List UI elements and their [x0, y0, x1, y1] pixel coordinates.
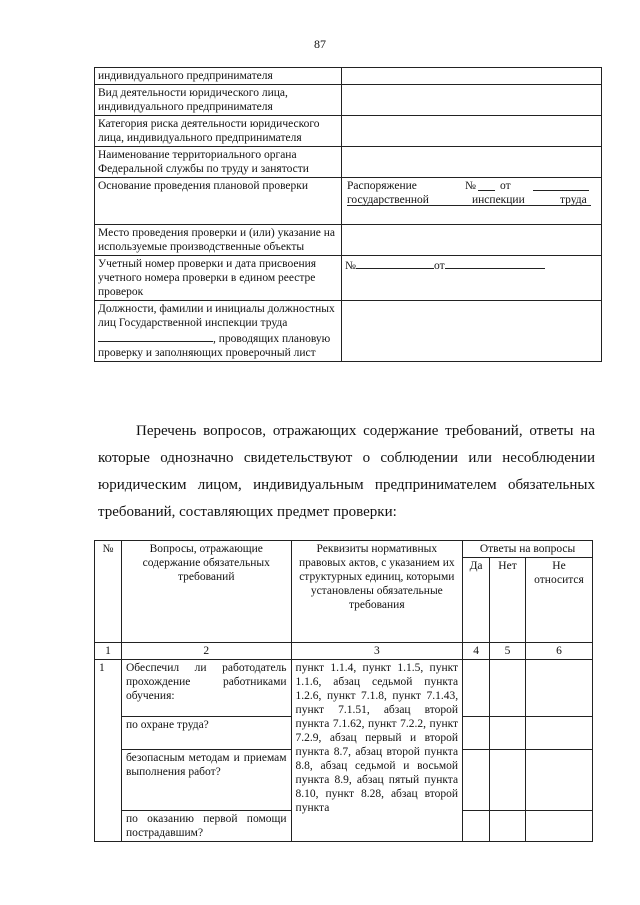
info-row: [95, 85, 602, 116]
intro-paragraph: Перечень вопросов, отражающих содержание требований, ответы на которые однозначно свидетельствуют о соблюдении или несоблюдении юридическим лицом, индивидуальным предпринимателем обязательных требований, составляющих предмет проверки:: [98, 423, 595, 520]
col-number: 4: [463, 643, 490, 660]
question-cell: Обеспечил ли работодатель прохождение работниками обучения:: [121, 660, 291, 717]
info-label: Вид деятельности юридического лица, индивидуального предпринимателя: [95, 85, 342, 116]
page-number: 87: [314, 37, 326, 51]
info-label: индивидуального предпринимателя: [95, 68, 342, 85]
info-value: [342, 147, 602, 178]
column-number-row: [95, 643, 593, 660]
info-value: [342, 85, 602, 116]
basis-word-state: государственной: [347, 194, 429, 206]
basis-word-inspection: инспекции: [472, 194, 525, 206]
col-number: 5: [490, 643, 526, 660]
info-row-place: [95, 225, 602, 256]
answer-na-cell: [526, 660, 593, 717]
info-label: Наименование территориального органа Федеральной службы по труду и занятости: [95, 147, 342, 178]
account-value: [342, 256, 602, 301]
inspection-info-table: [94, 67, 602, 362]
answer-yes-cell: [463, 717, 490, 750]
account-num-sign: №: [345, 260, 356, 272]
question-cell: безопасным методам и приемам выполнения работ?: [121, 750, 291, 811]
info-label: Учетный номер проверки и дата присвоения учетного номера проверки в едином реестре проверок: [95, 256, 342, 301]
question-cell: по оказанию первой помощи пострадавшим?: [121, 811, 291, 842]
info-label: Основание проведения плановой проверки: [95, 178, 342, 225]
officials-label-part2: проводящих плановую проверку и заполняющих проверочный лист: [98, 333, 331, 359]
answer-na-cell: [526, 717, 593, 750]
header-yes: Да: [463, 558, 490, 643]
info-row-basis: [95, 178, 602, 225]
header-num: №: [95, 541, 122, 643]
info-row-account: [95, 256, 602, 301]
answer-na-cell: [526, 750, 593, 811]
officials-blank: [98, 330, 213, 342]
info-value: [342, 68, 602, 85]
basis-num-sign: №: [465, 180, 476, 192]
answer-no-cell: [490, 660, 526, 717]
officials-label: [95, 301, 342, 362]
col-number: 2: [121, 643, 291, 660]
account-date-blank: [445, 257, 545, 269]
requisites-cell: пункт 1.1.4, пункт 1.1.5, пункт 1.1.6, абзац седьмой пункта 1.2.6, пункт 7.1.8, пункт 7.1.43, пункт 7.1.51, абзац второй пункта 7.1.62, пункт 7.2.2, пункт 7.2.9, абзац первый и второй пункта 8.7, абзац второй пункта 8.8, абзац седьмой и восьмой пункта 8.9, абзац пятый пункта 8.10, пункт 8.28, абзац второй пункта: [291, 660, 463, 842]
basis-value: [342, 178, 602, 225]
answer-no-cell: [490, 750, 526, 811]
answer-yes-cell: [463, 750, 490, 811]
col-number: 1: [95, 643, 122, 660]
info-row: [95, 147, 602, 178]
header-answers: Ответы на вопросы: [463, 541, 593, 558]
col-number: 6: [526, 643, 593, 660]
col-number: 3: [291, 643, 463, 660]
answer-no-cell: [490, 717, 526, 750]
table-row: [95, 660, 593, 717]
info-label: Место проведения проверки и (или) указание на используемые производственные объекты: [95, 225, 342, 256]
info-value: [342, 225, 602, 256]
account-from-word: от: [433, 260, 445, 272]
info-row-officials: [95, 301, 602, 362]
answer-no-cell: [490, 811, 526, 842]
answer-na-cell: [526, 811, 593, 842]
header-row: [95, 541, 593, 558]
basis-date-blank: [533, 179, 589, 191]
questions-table: [94, 540, 593, 842]
info-label: Категория риска деятельности юридического лица, индивидуального предпринимателя: [95, 116, 342, 147]
basis-word-labor: труда: [560, 194, 587, 206]
basis-blank-line: [347, 205, 591, 206]
officials-label-tail: ,: [213, 333, 216, 345]
basis-num-blank: [478, 179, 495, 191]
officials-label-part1: Должности, фамилии и инициалы должностных лиц Государственной инспекции труда: [98, 303, 335, 329]
info-value: [342, 116, 602, 147]
header-requisites: Реквизиты нормативных правовых актов, с указанием их структурных единиц, которыми установлены обязательные требования: [291, 541, 463, 643]
info-row: [95, 68, 602, 85]
header-question: Вопросы, отражающие содержание обязательных требований: [121, 541, 291, 643]
info-value: [342, 301, 602, 362]
basis-word-order: Распоряжение: [347, 180, 417, 192]
row-number: 1: [95, 660, 122, 842]
account-num-blank: [356, 257, 434, 269]
question-cell: по охране труда?: [121, 717, 291, 750]
header-no: Нет: [490, 558, 526, 643]
header-na: Не относится: [526, 558, 593, 643]
answer-yes-cell: [463, 660, 490, 717]
answer-yes-cell: [463, 811, 490, 842]
info-row: [95, 116, 602, 147]
basis-from-word: от: [500, 180, 511, 192]
